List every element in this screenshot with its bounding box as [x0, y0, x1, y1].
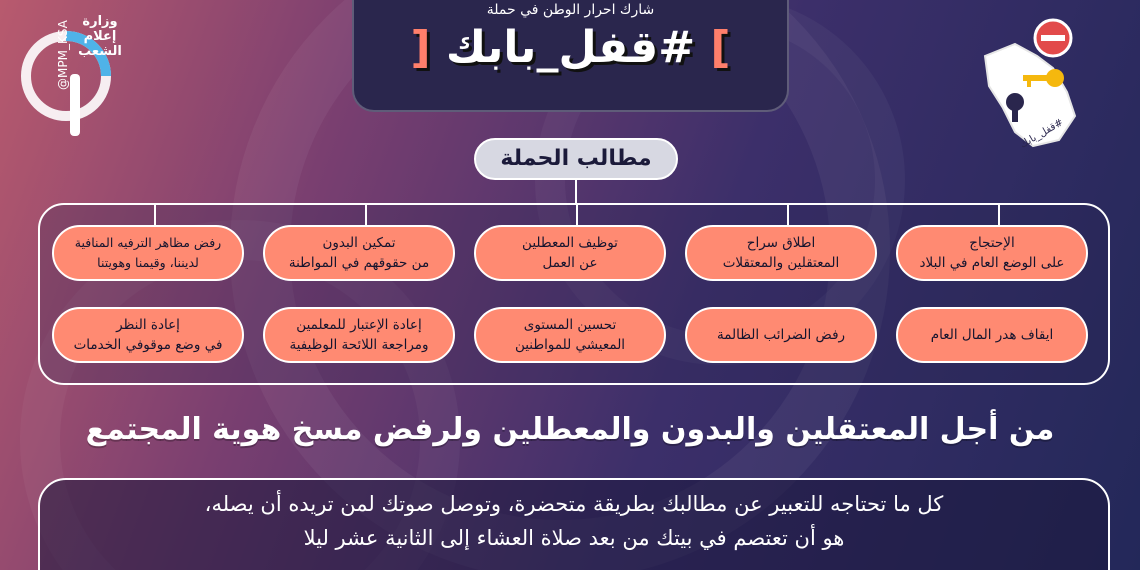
demand-card: تمكين البدون من حقوقهم في المواطنة [263, 225, 455, 281]
demand-card: الإحتجاج على الوضع العام في البلاد [896, 225, 1088, 281]
campaign-hashtag-title [354, 22, 787, 73]
connector-tick [787, 205, 789, 227]
ministry-name: وزارة إعلام الشعب [78, 14, 122, 59]
saudi-map-key-icon [975, 16, 1085, 156]
demand-card: توظيف المعطلين عن العمل [474, 225, 666, 281]
demand-card: إعادة النظر في وضع موقوفي الخدمات [52, 307, 244, 363]
demand-card: إعادة الإعتبار للمعلمين ومراجعة اللائحة الوظيفية [263, 307, 455, 363]
demands-section-title: مطالب الحملة [474, 138, 678, 180]
bracket-right: ] [710, 22, 731, 73]
connector-tick [998, 205, 1000, 227]
connector-tick [576, 205, 578, 227]
demand-card: اطلاق سراح المعتقلين والمعتقلات [685, 225, 877, 281]
connector-tick [154, 205, 156, 227]
ministry-handle: @MPM_KSA [56, 20, 70, 90]
demand-card: رفض الضرائب الظالمة [685, 307, 877, 363]
header-subtitle: شارك احرار الوطن في حملة [486, 2, 655, 18]
demand-card: ايقاف هدر المال العام [896, 307, 1088, 363]
demand-card: تحسين المستوى المعيشي للمواطنين [474, 307, 666, 363]
bottom-line-1: كل ما تحتاجه للتعبير عن مطالبك بطريقة متحضرة، وتوصل صوتك لمن تريده أن يصله، [204, 492, 944, 516]
demand-card: رفض مظاهر الترفيه المنافية لديننا، وقيمنا وهويتنا [52, 225, 244, 281]
bottom-line-2: هو أن تعتصم في بيتك من بعد صلاة العشاء إلى الثانية عشر ليلا [303, 526, 845, 550]
bottom-message-panel [38, 478, 1110, 570]
hashtag-text: #قفل_بابك [445, 22, 696, 73]
bracket-left: [ [410, 22, 431, 73]
connector-vertical [575, 180, 577, 203]
connector-tick [365, 205, 367, 227]
tagline: من أجل المعتقلين والبدون والمعطلين ولرفض مسخ هوية المجتمع [85, 412, 1055, 447]
header-panel [352, 0, 789, 112]
svg-text:#قفل_بابك: #قفل_بابك [1018, 117, 1066, 151]
